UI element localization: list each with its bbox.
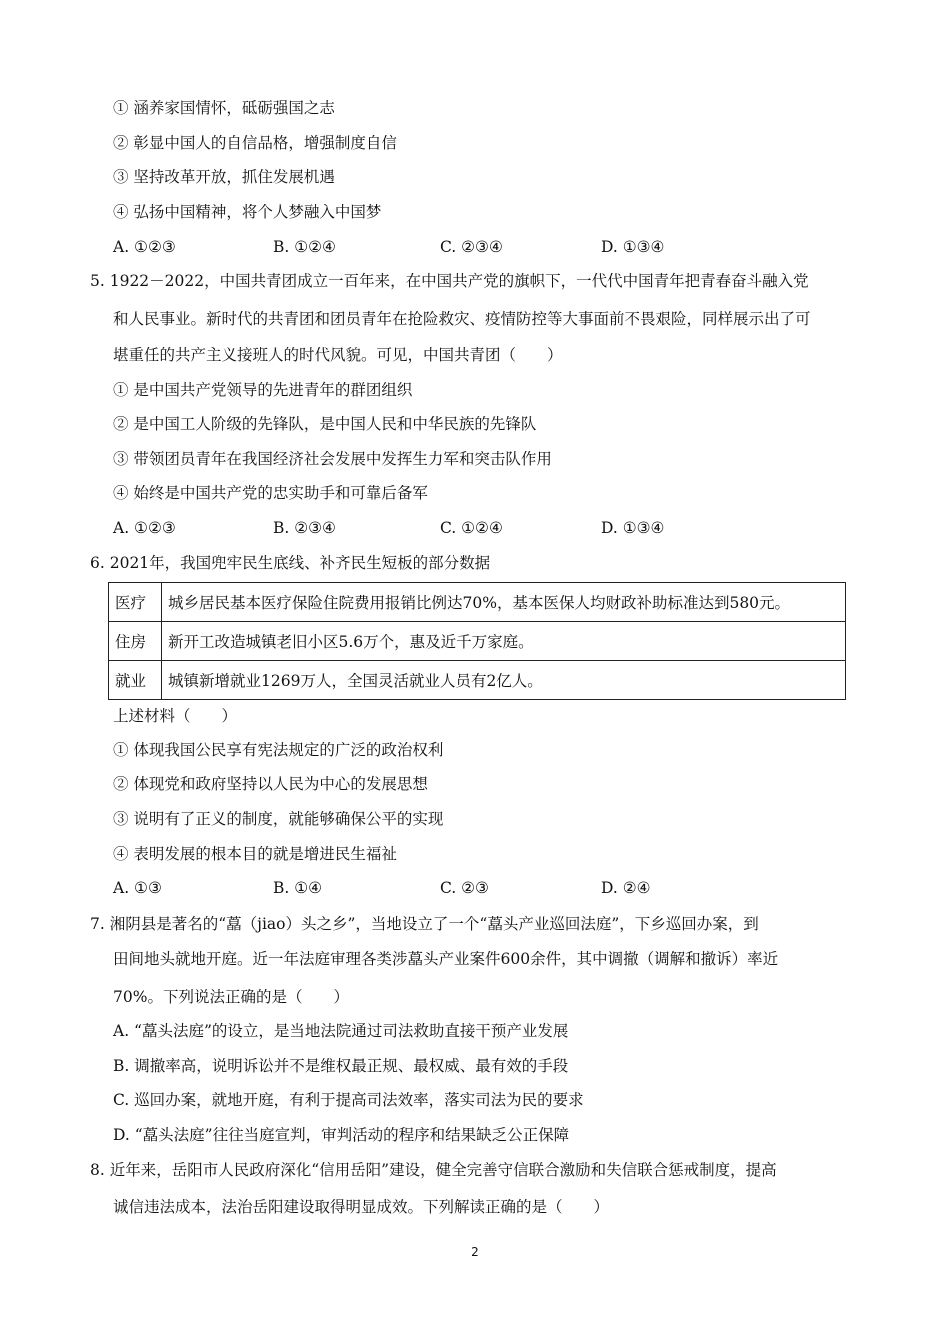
table-row — [109, 622, 846, 661]
q6-data-table — [108, 582, 846, 700]
q6-option-d: D. ②④ — [601, 879, 651, 897]
table-cell-value: 新开工改造城镇老旧小区5.6万个，惠及近千万家庭。 — [162, 622, 846, 661]
page-number: 2 — [471, 1245, 479, 1259]
q5-stem-line-3: 堪重任的共产主义接班人的时代风貌。可见，中国共青团（ ） — [113, 346, 563, 364]
q7-option-c: C. 巡回办案，就地开庭，有利于提高司法效率，落实司法为民的要求 — [113, 1091, 584, 1109]
q5-option-c: C. ①②④ — [440, 519, 503, 537]
q6-lead: 上述材料（ ） — [113, 707, 238, 725]
q7-option-a: A. “藠头法庭”的设立，是当地法院通过司法救助直接干预产业发展 — [113, 1022, 569, 1040]
q7-stem-line-3: 70%。下列说法正确的是（ ） — [113, 988, 349, 1006]
q5-option-b: B. ②③④ — [273, 519, 336, 537]
q4-item-4: ④ 弘扬中国精神，将个人梦融入中国梦 — [113, 203, 382, 221]
table-cell-value: 城镇新增就业1269万人，全国灵活就业人员有2亿人。 — [162, 661, 846, 700]
q7-option-b: B. 调撤率高，说明诉讼并不是维权最正规、最权威、最有效的手段 — [113, 1057, 569, 1075]
table-row — [109, 583, 846, 622]
q6-item-3: ③ 说明有了正义的制度，就能够确保公平的实现 — [113, 810, 444, 828]
q5-stem-line-2: 和人民事业。新时代的共青团和团员青年在抢险救灾、疫情防控等大事面前不畏艰险，同样展示出了可 — [113, 310, 811, 328]
q4-item-1: ① 涵养家国情怀，砥砺强国之志 — [113, 99, 335, 117]
q5-stem-line-1: 5. 1922－2022，中国共青团成立一百年来，在中国共产党的旗帜下，一代代中国青年把青春奋斗融入党 — [90, 272, 809, 290]
q7-option-d: D. “藠头法庭”往往当庭宣判，审判活动的程序和结果缺乏公正保障 — [113, 1126, 570, 1144]
q5-item-2: ② 是中国工人阶级的先锋队，是中国人民和中华民族的先锋队 — [113, 415, 537, 433]
q4-option-d: D. ①③④ — [601, 238, 665, 256]
q5-item-3: ③ 带领团员青年在我国经济社会发展中发挥生力军和突击队作用 — [113, 450, 552, 468]
q6-item-1: ① 体现我国公民享有宪法规定的广泛的政治权利 — [113, 741, 444, 759]
q4-option-c: C. ②③④ — [440, 238, 503, 256]
q4-item-3: ③ 坚持改革开放，抓住发展机遇 — [113, 168, 335, 186]
q6-stem: 6. 2021年，我国兜牢民生底线、补齐民生短板的部分数据 — [90, 554, 491, 572]
q5-option-a: A. ①②③ — [113, 519, 176, 537]
table-cell-value: 城乡居民基本医疗保险住院费用报销比例达70%，基本医保人均财政补助标准达到580元。 — [162, 583, 846, 622]
q7-stem-line-1: 7. 湘阴县是著名的“藠（jiao）头之乡”，当地设立了一个“藠头产业巡回法庭”，下乡巡回办案，到 — [90, 915, 759, 933]
q5-item-1: ① 是中国共产党领导的先进青年的群团组织 — [113, 381, 413, 399]
q4-option-b: B. ①②④ — [273, 238, 336, 256]
table-cell-label: 住房 — [109, 622, 162, 661]
q5-item-4: ④ 始终是中国共产党的忠实助手和可靠后备军 — [113, 484, 428, 502]
q8-stem-line-2: 诚信违法成本，法治岳阳建设取得明显成效。下列解读正确的是（ ） — [113, 1198, 610, 1216]
q5-option-d: D. ①③④ — [601, 519, 665, 537]
q6-option-a: A. ①③ — [113, 879, 162, 897]
q7-stem-line-2: 田间地头就地开庭。近一年法庭审理各类涉藠头产业案件600余件，其中调撤（调解和撤诉）率近 — [113, 950, 779, 968]
table-row — [109, 661, 846, 700]
q6-option-b: B. ①④ — [273, 879, 323, 897]
q6-option-c: C. ②③ — [440, 879, 489, 897]
table-cell-label: 医疗 — [109, 583, 162, 622]
q4-option-a: A. ①②③ — [113, 238, 176, 256]
q8-stem-line-1: 8. 近年来，岳阳市人民政府深化“信用岳阳”建设，健全完善守信联合激励和失信联合惩戒制度，提高 — [90, 1161, 777, 1179]
q6-item-2: ② 体现党和政府坚持以人民为中心的发展思想 — [113, 775, 428, 793]
q4-item-2: ② 彰显中国人的自信品格，增强制度自信 — [113, 134, 397, 152]
q6-item-4: ④ 表明发展的根本目的就是增进民生福祉 — [113, 845, 397, 863]
table-cell-label: 就业 — [109, 661, 162, 700]
